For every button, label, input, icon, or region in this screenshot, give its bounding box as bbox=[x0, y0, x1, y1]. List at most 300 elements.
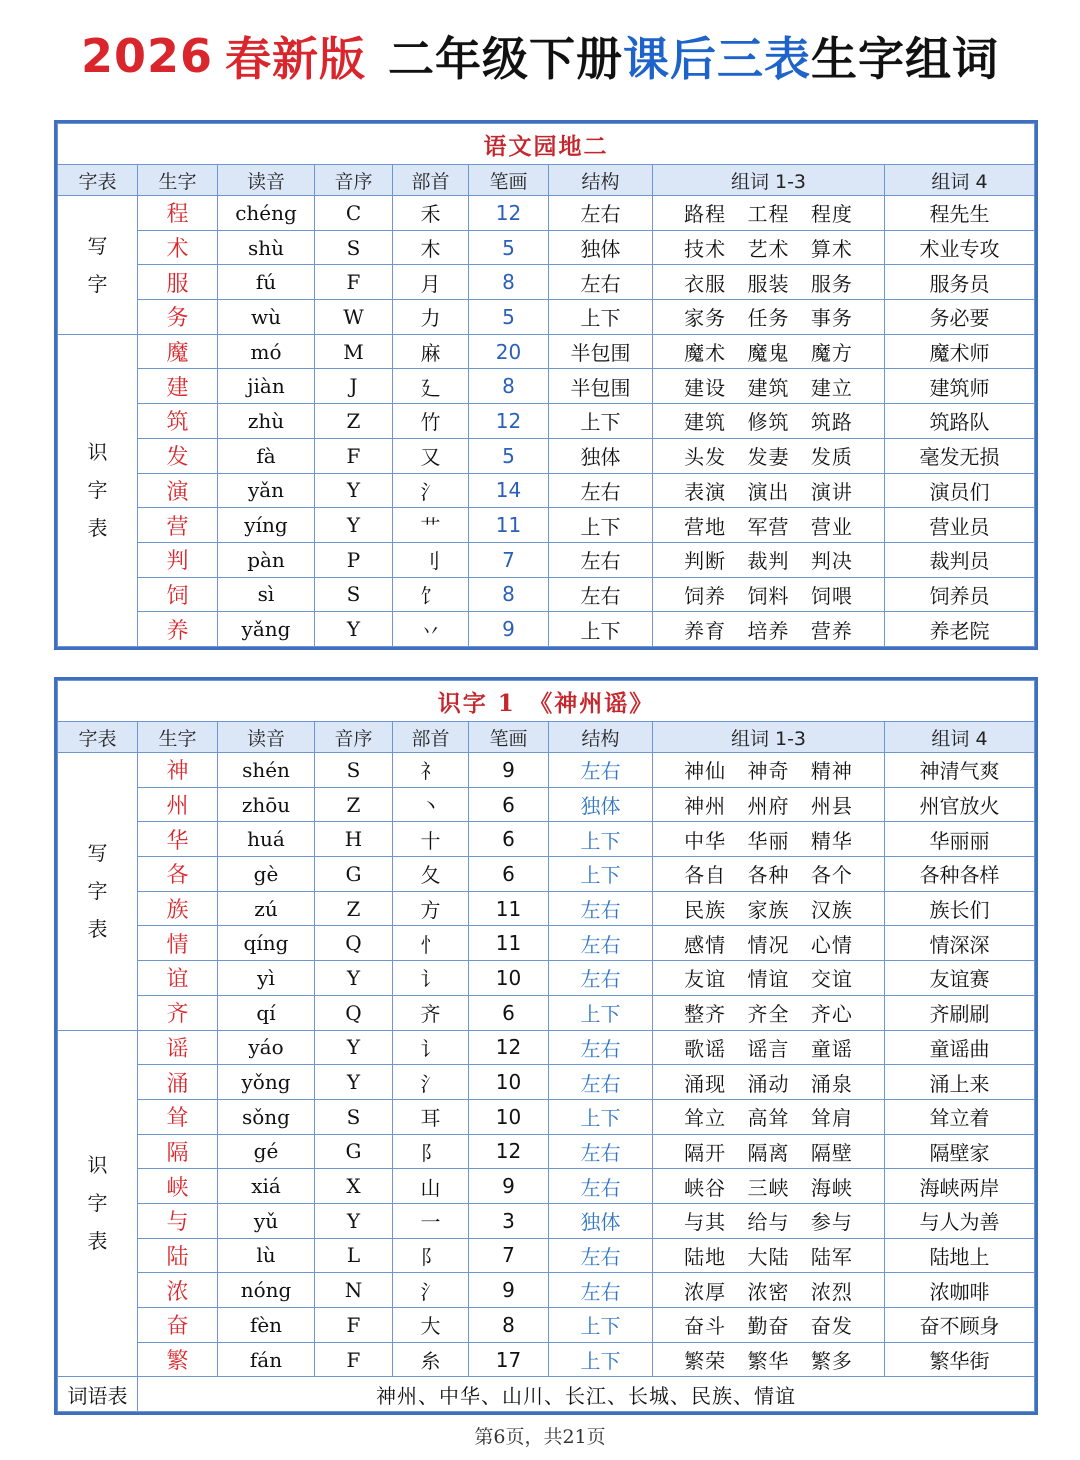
group-label bbox=[58, 196, 138, 335]
strokes-cell: 8 bbox=[469, 369, 549, 404]
structure-cell: 左右 bbox=[549, 961, 653, 996]
strokes-cell: 9 bbox=[469, 1273, 549, 1308]
words-cell: 技术 艺术 算术 bbox=[653, 230, 885, 265]
word4-cell: 友谊赛 bbox=[885, 961, 1035, 996]
word4-cell: 神清气爽 bbox=[885, 753, 1035, 788]
words-cell: 家务 任务 事务 bbox=[653, 300, 885, 335]
radical-cell: 月 bbox=[393, 265, 469, 300]
order-cell: Z bbox=[315, 891, 393, 926]
pinyin-cell: lù bbox=[218, 1238, 315, 1273]
radical-cell: 讠 bbox=[393, 961, 469, 996]
words-cell: 养育 培养 营养 bbox=[653, 612, 885, 647]
title-grade: 二年级下册 bbox=[388, 32, 624, 86]
structure-cell: 独体 bbox=[549, 787, 653, 822]
word4-cell: 隔壁家 bbox=[885, 1134, 1035, 1169]
pinyin-cell: sǒng bbox=[218, 1099, 315, 1134]
words-cell: 隔开 隔离 隔壁 bbox=[653, 1134, 885, 1169]
radical-cell: 山 bbox=[393, 1169, 469, 1204]
word4-cell: 陆地上 bbox=[885, 1238, 1035, 1273]
order-cell: P bbox=[315, 542, 393, 577]
pinyin-cell: yì bbox=[218, 961, 315, 996]
strokes-cell: 6 bbox=[469, 822, 549, 857]
table-row bbox=[58, 508, 1035, 543]
word4-cell: 华丽丽 bbox=[885, 822, 1035, 857]
char-cell: 各 bbox=[138, 857, 218, 892]
radical-cell: 禾 bbox=[393, 196, 469, 231]
column-header: 笔画 bbox=[469, 165, 549, 196]
char-cell: 程 bbox=[138, 196, 218, 231]
table-row bbox=[58, 1273, 1035, 1308]
table-row bbox=[58, 1342, 1035, 1377]
word4-cell: 营业员 bbox=[885, 508, 1035, 543]
table-row bbox=[58, 334, 1035, 369]
structure-cell: 左右 bbox=[549, 1065, 653, 1100]
structure-cell: 上下 bbox=[549, 995, 653, 1030]
pinyin-cell: fà bbox=[218, 438, 315, 473]
pinyin-cell: wù bbox=[218, 300, 315, 335]
char-cell: 情 bbox=[138, 926, 218, 961]
char-cell: 演 bbox=[138, 473, 218, 508]
order-cell: Y bbox=[315, 508, 393, 543]
words-cell: 陆地 大陆 陆军 bbox=[653, 1238, 885, 1273]
radical-cell: 刂 bbox=[393, 542, 469, 577]
group-label-char: 字 bbox=[87, 1191, 108, 1216]
group-label-char: 表 bbox=[87, 516, 108, 541]
strokes-cell: 17 bbox=[469, 1342, 549, 1377]
radical-cell: 竹 bbox=[393, 404, 469, 439]
strokes-cell: 6 bbox=[469, 787, 549, 822]
char-cell: 建 bbox=[138, 369, 218, 404]
column-header: 组词 1-3 bbox=[653, 165, 885, 196]
group-label-char: 字 bbox=[87, 879, 108, 904]
structure-cell: 左右 bbox=[549, 1273, 653, 1308]
order-cell: S bbox=[315, 577, 393, 612]
words-cell: 友谊 情谊 交谊 bbox=[653, 961, 885, 996]
word4-cell: 情深深 bbox=[885, 926, 1035, 961]
char-cell: 神 bbox=[138, 753, 218, 788]
char-cell: 奋 bbox=[138, 1308, 218, 1343]
order-cell: Y bbox=[315, 1030, 393, 1065]
radical-cell: 齐 bbox=[393, 995, 469, 1030]
char-cell: 饲 bbox=[138, 577, 218, 612]
structure-cell: 上下 bbox=[549, 1099, 653, 1134]
structure-cell: 上下 bbox=[549, 300, 653, 335]
radical-cell: 阝 bbox=[393, 1238, 469, 1273]
word4-cell: 建筑师 bbox=[885, 369, 1035, 404]
strokes-cell: 10 bbox=[469, 961, 549, 996]
pinyin-cell: qíng bbox=[218, 926, 315, 961]
structure-cell: 上下 bbox=[549, 822, 653, 857]
strokes-cell: 12 bbox=[469, 1030, 549, 1065]
table-row bbox=[58, 542, 1035, 577]
order-cell: C bbox=[315, 196, 393, 231]
char-cell: 术 bbox=[138, 230, 218, 265]
column-header: 读音 bbox=[218, 722, 315, 753]
strokes-cell: 14 bbox=[469, 473, 549, 508]
strokes-cell: 8 bbox=[469, 1308, 549, 1343]
order-cell: H bbox=[315, 822, 393, 857]
char-cell: 州 bbox=[138, 787, 218, 822]
table-row bbox=[58, 1203, 1035, 1238]
order-cell: F bbox=[315, 1308, 393, 1343]
words-cell: 魔术 魔鬼 魔方 bbox=[653, 334, 885, 369]
structure-cell: 独体 bbox=[549, 230, 653, 265]
table-row bbox=[58, 404, 1035, 439]
group-label bbox=[58, 334, 138, 646]
word4-cell: 各种各样 bbox=[885, 857, 1035, 892]
char-cell: 务 bbox=[138, 300, 218, 335]
word4-cell: 与人为善 bbox=[885, 1203, 1035, 1238]
order-cell: F bbox=[315, 265, 393, 300]
strokes-cell: 5 bbox=[469, 230, 549, 265]
strokes-cell: 8 bbox=[469, 577, 549, 612]
char-cell: 谣 bbox=[138, 1030, 218, 1065]
radical-cell: 木 bbox=[393, 230, 469, 265]
radical-cell: 又 bbox=[393, 438, 469, 473]
table-row bbox=[58, 577, 1035, 612]
table-row bbox=[58, 196, 1035, 231]
pinyin-cell: fán bbox=[218, 1342, 315, 1377]
table-row bbox=[58, 1169, 1035, 1204]
char-cell: 筑 bbox=[138, 404, 218, 439]
pinyin-cell: huá bbox=[218, 822, 315, 857]
char-cell: 判 bbox=[138, 542, 218, 577]
pinyin-cell: nóng bbox=[218, 1273, 315, 1308]
column-header: 组词 1-3 bbox=[653, 722, 885, 753]
order-cell: Q bbox=[315, 995, 393, 1030]
words-cell: 头发 发妻 发质 bbox=[653, 438, 885, 473]
words-cell: 民族 家族 汉族 bbox=[653, 891, 885, 926]
cihui-row bbox=[58, 1377, 1035, 1412]
words-cell: 判断 裁判 判决 bbox=[653, 542, 885, 577]
column-header: 音序 bbox=[315, 165, 393, 196]
title-topic: 生字组词 bbox=[811, 32, 1000, 86]
words-cell: 神州 州府 州县 bbox=[653, 787, 885, 822]
table-row bbox=[58, 926, 1035, 961]
pinyin-cell: shù bbox=[218, 230, 315, 265]
words-cell: 衣服 服装 服务 bbox=[653, 265, 885, 300]
table-row bbox=[58, 1030, 1035, 1065]
group-label-char: 字 bbox=[87, 271, 108, 296]
group-label bbox=[58, 753, 138, 1031]
structure-cell: 左右 bbox=[549, 926, 653, 961]
words-cell: 建筑 修筑 筑路 bbox=[653, 404, 885, 439]
structure-cell: 左右 bbox=[549, 577, 653, 612]
table-row bbox=[58, 230, 1035, 265]
order-cell: S bbox=[315, 753, 393, 788]
radical-cell: 氵 bbox=[393, 473, 469, 508]
structure-cell: 左右 bbox=[549, 891, 653, 926]
table-row bbox=[58, 822, 1035, 857]
order-cell: Y bbox=[315, 612, 393, 647]
word4-cell: 繁华街 bbox=[885, 1342, 1035, 1377]
table-row bbox=[58, 612, 1035, 647]
column-header: 组词 4 bbox=[885, 722, 1035, 753]
column-header: 读音 bbox=[218, 165, 315, 196]
section-title: 识字 1 《神州谣》 bbox=[58, 681, 1035, 722]
group-label-char: 写 bbox=[87, 233, 108, 258]
structure-cell: 上下 bbox=[549, 1308, 653, 1343]
radical-cell: 氵 bbox=[393, 1273, 469, 1308]
char-cell: 浓 bbox=[138, 1273, 218, 1308]
radical-cell: 耳 bbox=[393, 1099, 469, 1134]
structure-cell: 左右 bbox=[549, 1030, 653, 1065]
pinyin-cell: sì bbox=[218, 577, 315, 612]
pinyin-cell: mó bbox=[218, 334, 315, 369]
radical-cell: 夂 bbox=[393, 857, 469, 892]
strokes-cell: 7 bbox=[469, 542, 549, 577]
pinyin-cell: zhù bbox=[218, 404, 315, 439]
words-cell: 建设 建筑 建立 bbox=[653, 369, 885, 404]
table-row bbox=[58, 473, 1035, 508]
word4-cell: 魔术师 bbox=[885, 334, 1035, 369]
strokes-cell: 6 bbox=[469, 857, 549, 892]
order-cell: F bbox=[315, 1342, 393, 1377]
pinyin-cell: yǎn bbox=[218, 473, 315, 508]
structure-cell: 左右 bbox=[549, 1134, 653, 1169]
pinyin-cell: gé bbox=[218, 1134, 315, 1169]
title-tables: 课后三表 bbox=[623, 32, 812, 86]
column-header: 字表 bbox=[58, 165, 138, 196]
strokes-cell: 11 bbox=[469, 508, 549, 543]
char-cell: 养 bbox=[138, 612, 218, 647]
structure-cell: 左右 bbox=[549, 1238, 653, 1273]
order-cell: S bbox=[315, 1099, 393, 1134]
structure-cell: 独体 bbox=[549, 438, 653, 473]
cihui-words: 神州、中华、山川、长江、长城、民族、情谊 bbox=[138, 1377, 1035, 1412]
group-label-char: 表 bbox=[87, 1229, 108, 1254]
radical-cell: 廴 bbox=[393, 369, 469, 404]
table-row bbox=[58, 857, 1035, 892]
strokes-cell: 9 bbox=[469, 612, 549, 647]
group-label bbox=[58, 1030, 138, 1377]
order-cell: Y bbox=[315, 1203, 393, 1238]
order-cell: S bbox=[315, 230, 393, 265]
pinyin-cell: yǔ bbox=[218, 1203, 315, 1238]
words-cell: 奋斗 勤奋 奋发 bbox=[653, 1308, 885, 1343]
structure-cell: 左右 bbox=[549, 1169, 653, 1204]
order-cell: F bbox=[315, 438, 393, 473]
pinyin-cell: yǎng bbox=[218, 612, 315, 647]
word4-cell: 耸立着 bbox=[885, 1099, 1035, 1134]
order-cell: L bbox=[315, 1238, 393, 1273]
table-row bbox=[58, 369, 1035, 404]
pinyin-cell: shén bbox=[218, 753, 315, 788]
pinyin-cell: qí bbox=[218, 995, 315, 1030]
radical-cell: 十 bbox=[393, 822, 469, 857]
strokes-cell: 10 bbox=[469, 1065, 549, 1100]
radical-cell: 大 bbox=[393, 1308, 469, 1343]
words-cell: 繁荣 繁华 繁多 bbox=[653, 1342, 885, 1377]
word4-cell: 筑路队 bbox=[885, 404, 1035, 439]
pinyin-cell: chéng bbox=[218, 196, 315, 231]
table-row bbox=[58, 265, 1035, 300]
column-header: 部首 bbox=[393, 722, 469, 753]
section-yuwen-yuandi-2 bbox=[54, 120, 1038, 650]
char-cell: 与 bbox=[138, 1203, 218, 1238]
structure-cell: 左右 bbox=[549, 753, 653, 788]
words-cell: 耸立 高耸 耸肩 bbox=[653, 1099, 885, 1134]
pinyin-cell: gè bbox=[218, 857, 315, 892]
char-cell: 齐 bbox=[138, 995, 218, 1030]
pinyin-cell: yǒng bbox=[218, 1065, 315, 1100]
word4-cell: 务必要 bbox=[885, 300, 1035, 335]
structure-cell: 半包围 bbox=[549, 334, 653, 369]
title-edition: 春新版 bbox=[225, 32, 367, 86]
column-header: 音序 bbox=[315, 722, 393, 753]
strokes-cell: 20 bbox=[469, 334, 549, 369]
radical-cell: 力 bbox=[393, 300, 469, 335]
table-row bbox=[58, 438, 1035, 473]
char-cell: 耸 bbox=[138, 1099, 218, 1134]
order-cell: J bbox=[315, 369, 393, 404]
order-cell: W bbox=[315, 300, 393, 335]
words-cell: 神仙 神奇 精神 bbox=[653, 753, 885, 788]
words-cell: 表演 演出 演讲 bbox=[653, 473, 885, 508]
strokes-cell: 10 bbox=[469, 1099, 549, 1134]
group-label-char: 写 bbox=[87, 841, 108, 866]
strokes-cell: 9 bbox=[469, 1169, 549, 1204]
order-cell: Z bbox=[315, 787, 393, 822]
structure-cell: 左右 bbox=[549, 473, 653, 508]
strokes-cell: 12 bbox=[469, 1134, 549, 1169]
radical-cell: 糸 bbox=[393, 1342, 469, 1377]
pinyin-cell: xiá bbox=[218, 1169, 315, 1204]
word4-cell: 齐刷刷 bbox=[885, 995, 1035, 1030]
table-row bbox=[58, 995, 1035, 1030]
structure-cell: 上下 bbox=[549, 508, 653, 543]
pinyin-cell: zhōu bbox=[218, 787, 315, 822]
char-cell: 华 bbox=[138, 822, 218, 857]
strokes-cell: 6 bbox=[469, 995, 549, 1030]
strokes-cell: 8 bbox=[469, 265, 549, 300]
word4-cell: 养老院 bbox=[885, 612, 1035, 647]
words-cell: 营地 军营 营业 bbox=[653, 508, 885, 543]
radical-cell: 礻 bbox=[393, 753, 469, 788]
order-cell: M bbox=[315, 334, 393, 369]
order-cell: X bbox=[315, 1169, 393, 1204]
radical-cell: 氵 bbox=[393, 1065, 469, 1100]
table-row bbox=[58, 891, 1035, 926]
section-shizi-1 bbox=[54, 677, 1038, 1415]
words-cell: 中华 华丽 精华 bbox=[653, 822, 885, 857]
radical-cell: 方 bbox=[393, 891, 469, 926]
strokes-cell: 5 bbox=[469, 300, 549, 335]
strokes-cell: 11 bbox=[469, 891, 549, 926]
word4-cell: 州官放火 bbox=[885, 787, 1035, 822]
words-cell: 感情 情况 心情 bbox=[653, 926, 885, 961]
order-cell: Q bbox=[315, 926, 393, 961]
words-cell: 整齐 齐全 齐心 bbox=[653, 995, 885, 1030]
structure-cell: 左右 bbox=[549, 542, 653, 577]
order-cell: G bbox=[315, 1134, 393, 1169]
strokes-cell: 11 bbox=[469, 926, 549, 961]
radical-cell: 忄 bbox=[393, 926, 469, 961]
pinyin-cell: jiàn bbox=[218, 369, 315, 404]
word4-cell: 服务员 bbox=[885, 265, 1035, 300]
word4-cell: 术业专攻 bbox=[885, 230, 1035, 265]
column-header: 组词 4 bbox=[885, 165, 1035, 196]
structure-cell: 左右 bbox=[549, 265, 653, 300]
table-row bbox=[58, 1134, 1035, 1169]
char-cell: 涌 bbox=[138, 1065, 218, 1100]
structure-cell: 上下 bbox=[549, 612, 653, 647]
group-label-char: 字 bbox=[87, 478, 108, 503]
order-cell: Y bbox=[315, 1065, 393, 1100]
pinyin-cell: fèn bbox=[218, 1308, 315, 1343]
group-label-char: 识 bbox=[87, 440, 108, 465]
structure-cell: 半包围 bbox=[549, 369, 653, 404]
strokes-cell: 5 bbox=[469, 438, 549, 473]
column-header: 字表 bbox=[58, 722, 138, 753]
pinyin-cell: fú bbox=[218, 265, 315, 300]
section-title-row bbox=[58, 124, 1035, 165]
table-row bbox=[58, 300, 1035, 335]
words-cell: 路程 工程 程度 bbox=[653, 196, 885, 231]
table-row bbox=[58, 1099, 1035, 1134]
radical-cell: 一 bbox=[393, 1203, 469, 1238]
word4-cell: 童谣曲 bbox=[885, 1030, 1035, 1065]
column-header: 结构 bbox=[549, 165, 653, 196]
words-cell: 涌现 涌动 涌泉 bbox=[653, 1065, 885, 1100]
strokes-cell: 7 bbox=[469, 1238, 549, 1273]
column-header: 部首 bbox=[393, 165, 469, 196]
strokes-cell: 3 bbox=[469, 1203, 549, 1238]
table-row bbox=[58, 1238, 1035, 1273]
header-row bbox=[58, 165, 1035, 196]
order-cell: N bbox=[315, 1273, 393, 1308]
radical-cell: 阝 bbox=[393, 1134, 469, 1169]
pinyin-cell: zú bbox=[218, 891, 315, 926]
column-header: 生字 bbox=[138, 165, 218, 196]
title-year: 2026 bbox=[80, 29, 214, 83]
column-header: 笔画 bbox=[469, 722, 549, 753]
char-cell: 服 bbox=[138, 265, 218, 300]
header-row bbox=[58, 722, 1035, 753]
radical-cell: 丶 bbox=[393, 787, 469, 822]
table-row bbox=[58, 753, 1035, 788]
structure-cell: 独体 bbox=[549, 1203, 653, 1238]
word4-cell: 饲养员 bbox=[885, 577, 1035, 612]
pinyin-cell: pàn bbox=[218, 542, 315, 577]
words-cell: 峡谷 三峡 海峡 bbox=[653, 1169, 885, 1204]
section-title: 语文园地二 bbox=[58, 124, 1035, 165]
words-cell: 歌谣 谣言 童谣 bbox=[653, 1030, 885, 1065]
group-label-char: 表 bbox=[87, 917, 108, 942]
char-cell: 谊 bbox=[138, 961, 218, 996]
word4-cell: 演员们 bbox=[885, 473, 1035, 508]
radical-cell: 饣 bbox=[393, 577, 469, 612]
order-cell: Y bbox=[315, 961, 393, 996]
structure-cell: 上下 bbox=[549, 857, 653, 892]
radical-cell: 讠 bbox=[393, 1030, 469, 1065]
word4-cell: 海峡两岸 bbox=[885, 1169, 1035, 1204]
char-cell: 魔 bbox=[138, 334, 218, 369]
radical-cell: 麻 bbox=[393, 334, 469, 369]
column-header: 生字 bbox=[138, 722, 218, 753]
word4-cell: 涌上来 bbox=[885, 1065, 1035, 1100]
word4-cell: 族长们 bbox=[885, 891, 1035, 926]
word4-cell: 程先生 bbox=[885, 196, 1035, 231]
page-title bbox=[0, 0, 1080, 112]
table-row bbox=[58, 787, 1035, 822]
char-cell: 峡 bbox=[138, 1169, 218, 1204]
word4-cell: 奋不顾身 bbox=[885, 1308, 1035, 1343]
radical-cell: 丷 bbox=[393, 612, 469, 647]
char-cell: 族 bbox=[138, 891, 218, 926]
words-cell: 与其 给与 参与 bbox=[653, 1203, 885, 1238]
order-cell: G bbox=[315, 857, 393, 892]
